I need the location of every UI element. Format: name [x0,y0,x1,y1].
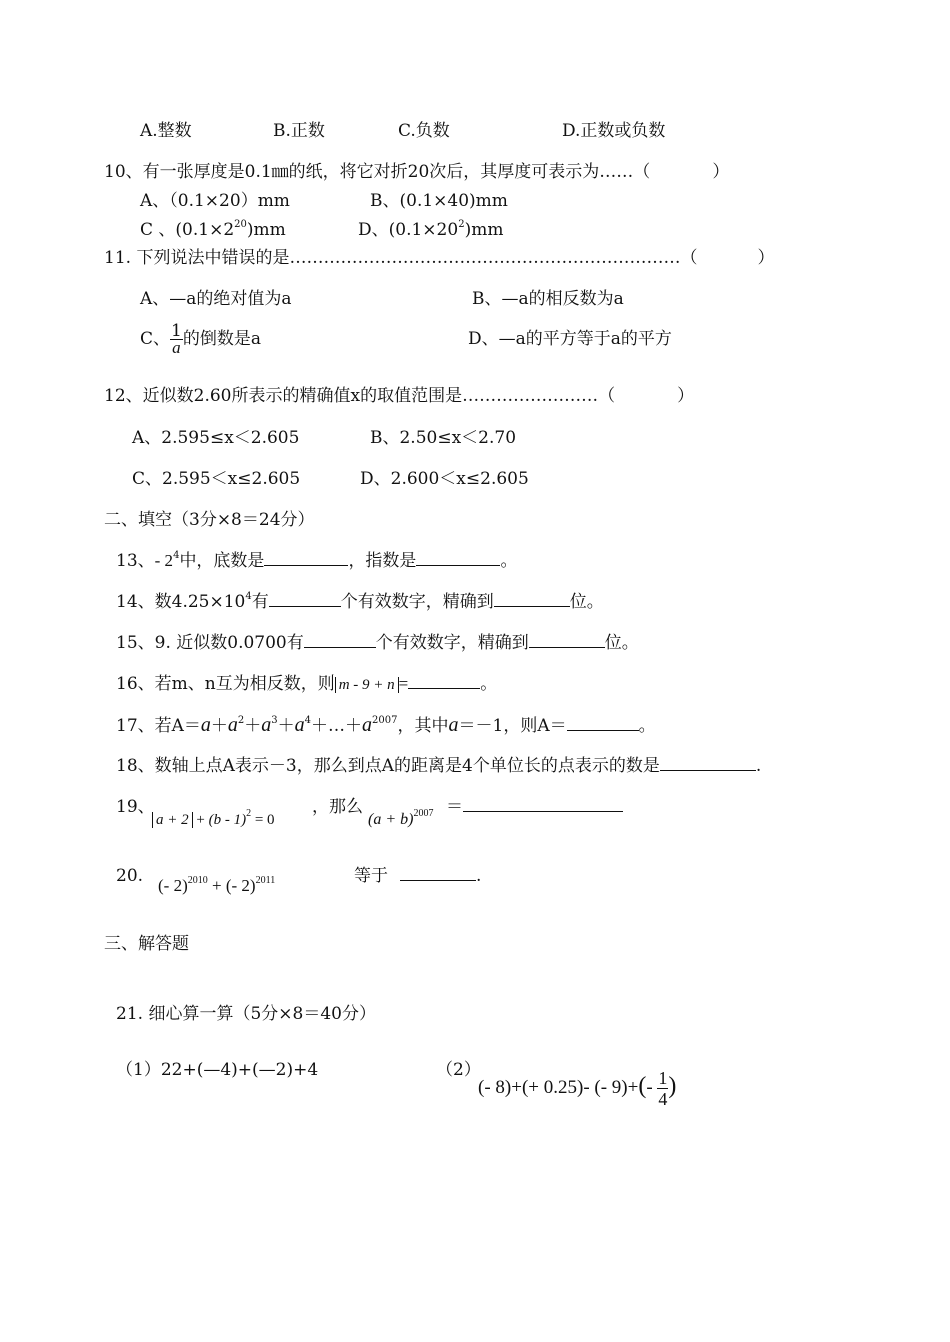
q15 [116,633,639,653]
q11-fraction-numerator: 1 [171,321,182,341]
q21-title: 21. 细心算一算（5分×8＝40分） [116,1004,376,1024]
q12-stem [104,386,694,406]
q13-blank-exponent[interactable] [416,551,500,566]
q18 [116,756,761,776]
q13-base: - 2 [154,551,174,570]
q19-result-expr [368,810,433,832]
q15-text-2: 个有效数字，精确到 [375,633,529,653]
q10-option-d [358,220,503,243]
q19-number: 19、 [116,797,155,817]
q14-blank-digits[interactable] [269,592,341,607]
q17-exp-4: 4 [304,715,312,726]
q20-blank[interactable] [400,866,476,881]
q19-condition [152,810,275,832]
q9-option-d: D.正数或负数 [562,121,666,141]
q20-plus: + [211,876,222,895]
q19-eq: ＝ [446,797,463,817]
q20-number: 20. [116,866,144,886]
q12-option-c: C、2.595＜x≤2.605 [132,469,301,489]
q17-text-3: ＝－1，则A＝ [458,716,567,736]
q21-fraction [657,1068,668,1109]
q17-a-n: a [362,714,373,736]
q17-a-3: a [261,714,272,736]
q20-base-1: (- 2) [158,876,188,895]
q9-option-a: A.整数 [140,121,192,141]
q20-answer [354,866,481,886]
q21-neg: - [646,1076,653,1098]
q17-a-1: a [200,714,211,736]
q10-option-c-pre: C 、(0.1×2 [140,220,235,240]
q9-option-c: C.负数 [398,121,450,141]
q20-exp-1: 2010 [187,875,208,886]
q11-option-c [140,322,261,356]
q19-b-expr: (b - 1) [208,812,247,828]
q19-answer [446,797,623,817]
q17-exp-3: 3 [271,715,278,726]
q13-number: 13、 [116,551,155,571]
q21-part-2-expression [478,1068,676,1109]
q14-text-3: 个有效数字，精确到 [340,592,494,612]
q21-fraction-numerator: 1 [658,1068,668,1088]
q19-ab: (a + b) [368,811,414,828]
q13-exponent: 4 [173,550,180,561]
q11-stem [104,248,774,268]
q17-a-4: a [294,714,305,736]
q17-text-2: ，其中 [397,716,449,736]
q17-exp-2007: 2007 [372,715,398,726]
q10-option-a: A、（0.1×20）mm [140,191,290,211]
q17-plus-1: ＋ [210,716,228,736]
q20-base-2: (- 2) [225,876,256,895]
q21-fraction-denominator: 4 [658,1089,668,1109]
q10-stem-text: 10、有一张厚度是0.1㎜的纸，将它对折20次后，其厚度可表示为……（ [104,162,651,182]
q18-text: 18、数轴上点A表示－3，那么到点A的距离是4个单位长的点表示的数是 [116,756,660,776]
q9-option-b: B.正数 [273,121,325,141]
q10-option-d-post: )mm [464,220,504,240]
q13-blank-base[interactable] [264,551,348,566]
q17-a-cond: a [448,714,459,736]
q12-option-a: A、2.595≤x＜2.605 [132,428,300,448]
q20-expression [158,876,275,899]
q21-left-paren: ( [638,1072,647,1099]
q10-option-c-post: )mm [246,220,286,240]
q17 [116,715,656,739]
q16-abs-expression: m - 9 + n [335,677,399,693]
q13-text-2: ，指数是 [348,551,417,571]
q10-option-d-pre: D、(0.1×20 [358,220,459,240]
q16-text-1: 16、若m、n互为相反数，则 [116,674,335,694]
q19-exp-2: 2 [246,808,252,819]
q19-abs: a + 2 [152,812,193,828]
q20-text: 等于 [354,866,388,886]
q11-option-d: D、—a的平方等于a的平方 [468,329,672,349]
q11-option-a: A、—a的绝对值为a [140,289,292,309]
q20-exp-2: 2011 [255,875,276,886]
q14-end: 位。 [569,592,604,612]
q17-exp-2: 2 [237,715,245,726]
q11-fraction-denominator: a [172,338,181,357]
q17-a-2: a [227,714,238,736]
q11-option-c-post: 的倒数是a [182,329,261,349]
q18-end: . [755,756,762,776]
q17-plus-2: ＋ [244,716,262,736]
q11-option-c-fraction [170,323,183,356]
q17-plus-3: ＋ [277,716,295,736]
section-fill-blank-heading: 二、填空（3分×8＝24分） [104,510,315,530]
q11-close: ） [757,248,775,268]
q14-exponent: 4 [245,591,252,602]
q21-part-1: （1）22+(—4)+(—2)+4 [116,1060,319,1080]
q11-option-b: B、—a的相反数为a [472,289,624,309]
q20-end: . [476,866,482,886]
q10-option-d-exp: 2 [458,219,465,230]
q17-dots: ＋…＋ [311,716,363,736]
q10-option-c [140,220,286,243]
q21-part-2-label: （2） [436,1060,481,1080]
q19-eq0: = 0 [254,812,275,828]
q11-option-c-pre: C、 [140,329,171,349]
q15-text-1: 15、9. 近似数0.0700有 [116,633,304,653]
q10-stem [104,162,729,182]
q19-plus: + [196,812,205,828]
q17-blank[interactable] [567,716,639,731]
q11-stem-text: 11. 下列说法中错误的是……………………………………………………………（ [104,248,698,268]
q19-exp-2007: 2007 [413,808,434,819]
q12-close: ） [677,386,695,406]
q14-text-1: 14、数4.25×10 [116,592,246,612]
q13-end: 。 [500,551,518,571]
q10-option-b: B、(0.1×40)mm [370,191,508,211]
q12-option-b: B、2.50≤x＜2.70 [370,428,517,448]
q14-blank-precision[interactable] [494,592,570,607]
q12-stem-text: 12、近似数2.60所表示的精确值x的取值范围是……………………（ [104,386,616,406]
q15-blank-precision[interactable] [529,633,605,648]
q16-equals: = [398,674,409,693]
q13-text-1: 中，底数是 [179,551,265,571]
q13 [116,551,517,574]
q16-end: 。 [480,674,498,694]
q19-then: ，那么 [312,797,363,817]
q15-end: 位。 [604,633,639,653]
q12-option-d: D、2.600＜x≤2.605 [360,469,529,489]
q19-blank[interactable] [463,797,623,812]
q14 [116,592,604,615]
q17-end: 。 [638,716,656,736]
section-solve-heading: 三、解答题 [104,934,189,954]
q18-blank[interactable] [660,756,756,771]
q17-text-1: 17、若A＝ [116,716,201,736]
q16-blank[interactable] [408,674,480,689]
q21-part-2-text: (- 8)+(+ 0.25)- (- 9)+ [478,1076,639,1098]
q10-option-c-exp: 20 [234,219,247,230]
q16 [116,674,497,695]
q10-close: ） [712,162,730,182]
q21-right-paren: ) [668,1072,677,1099]
q15-blank-digits[interactable] [304,633,376,648]
q14-text-2: 有 [251,592,269,612]
